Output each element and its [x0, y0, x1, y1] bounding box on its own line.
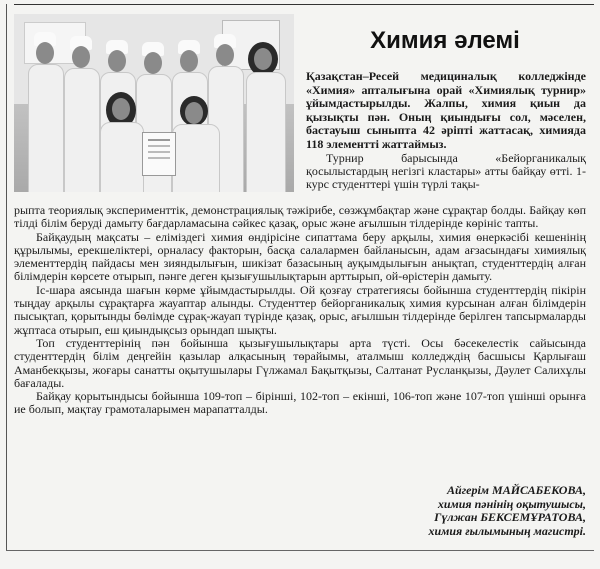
- article-lead: Қазақстан–Ресей медициналық колледжінде «Химия» апталығына орай «Химиялық турнир» ұйымдастырылды. Жалпы, химия қиын да қызықты пән. Оның қиындығы сол, мәселен, бастауыш сыныпта 42 әріпті жаттасақ, химияда 118 элементті жаттаймыз.: [306, 69, 586, 151]
- bottom-rule: [6, 550, 594, 551]
- article-title: Химия әлемі: [370, 27, 520, 54]
- author1-name: Айгерім МАЙСАБЕКОВА,: [447, 483, 586, 497]
- left-rule: [6, 4, 7, 551]
- certificate-image: [142, 132, 176, 176]
- paragraph-3: Іс-шара аясында шағын көрме ұйымдастырылды. Ой қозғау стратегиясы бойынша студенттердің пікірін тыңдау арқылы сұрақтарға жауаптар алынды. Студенттер бейорганикалық химия курсынан алған білімдерін пысықтап, қорытынды бөлімде сұрақ-жауап түрінде қазақ, орыс, ағылшын тілдерінде берілген тапсырмаларды жұптаса отырып, еш қиындықсыз орындап шықты.: [14, 282, 586, 337]
- top-rule: [14, 4, 594, 5]
- signature-block: [428, 484, 586, 538]
- paragraph-1-rest: рыпта теориялық эксперименттік, демонстрациялық тәжірибе, сөзжұмбақтар және сұрақтар болды. Байқау көп тілді білім беруді дамыту бағдарламасына сәйкес қазақ, орыс және ағылшын тілдерінде көрініс тапты.: [14, 203, 586, 231]
- paragraph-5: Байқау қорытындысы бойынша 109-топ – бірінші, 102-топ – екінші, 106-топ және 107-топ үшінші орынға ие болып, мақтау грамоталарымен марапатталды.: [14, 389, 586, 417]
- author2-role: химия ғылымының магистрі.: [428, 523, 586, 538]
- paragraph-4: Топ студенттерінің пән бойынша қызығушылықтары арта түсті. Осы бәсекелестік сайысында студенттердің білім деңгейін қазылар алқасының төрайымы, аталмыш колледждің басшысы Қарлығаш Аманбекқызы, жоғары санатты оқытушылары Гүлжамал Бақытқызы, Салтанат Русланқызы, Дәулет Салихұлы бағалады.: [14, 335, 586, 390]
- article-photo: [14, 14, 294, 192]
- author2-name: Гүлжан БЕКСЕМҰРАТОВА,: [434, 510, 586, 524]
- paragraph-2: Байқаудың мақсаты – еліміздегі химия өндірісіне сипаттама беру арқылы, химия өнеркәсібі кешенінің құрылымы, ерекшеліктері, орналасу факторын, басқа салалармен байланысын, адам ағзасындағы химиялық элементтердің пайдасы мен зияндылығын, шикізат базасының ауқымдылығын анықтап, студенттердің алған білімдерін көрсете отырып, пәнге деген қызығушылықтарын арттырып, ой-өрістерін дамыту.: [14, 229, 586, 284]
- article-body: [14, 204, 586, 417]
- author1-role: химия пәнінің оқытушысы,: [437, 496, 586, 511]
- paragraph-1-top: Турнир барысында «Бейорганикалық қосылыстардың негізгі кластары» атты байқау өтті. 1-курс студенттері үшін түрлі тақы-: [306, 151, 586, 192]
